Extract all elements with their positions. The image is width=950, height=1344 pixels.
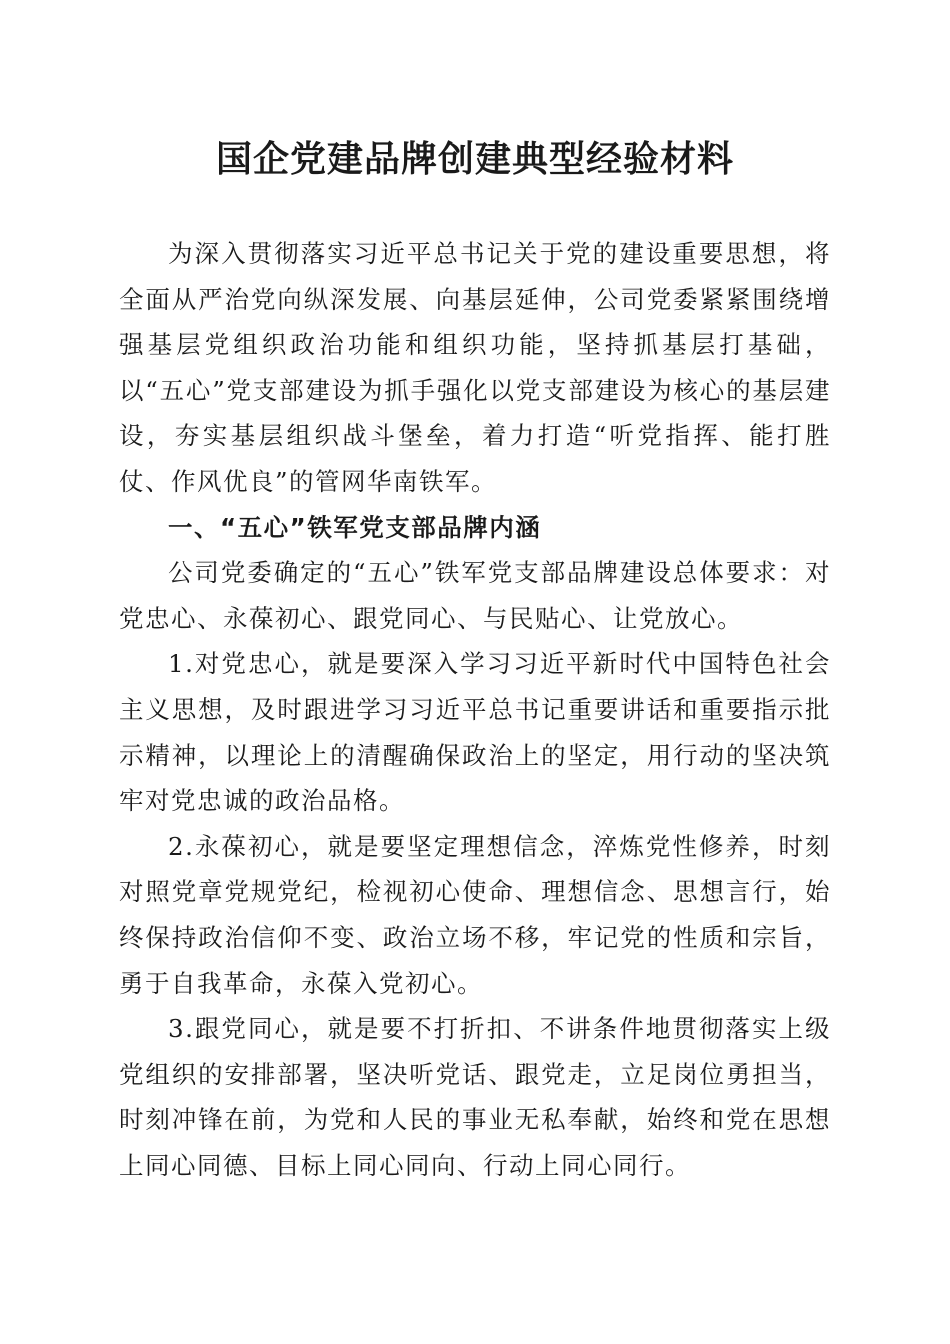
intro-paragraph: 为深入贯彻落实习近平总书记关于党的建设重要思想，将全面从严治党向纵深发展、向基层延伸，公司党委紧紧围绕增强基层党组织政治功能和组织功能，坚持抓基层打基础，以“五心”党支部建设为抓手强化以党支部建设为核心的基层建设，夯实基层组织战斗堡垒，着力打造“听党指挥、能打胜仗、作风优良”的管网华南铁军。 bbox=[119, 239, 831, 496]
requirements-paragraph: 公司党委确定的“五心”铁军党支部品牌建设总体要求：对党忠心、永葆初心、跟党同心、与民贴心、让党放心。 bbox=[119, 558, 831, 633]
document-body bbox=[119, 231, 831, 1188]
document-title: 国企党建品牌创建典型经验材料 bbox=[215, 139, 734, 180]
section-heading: 一、“五心”铁军党支部品牌内涵 bbox=[168, 512, 542, 542]
item-paragraph-3: 3.跟党同心，就是要不打折扣、不讲条件地贯彻落实上级党组织的安排部署，坚决听党话、跟党走，立足岗位勇担当，时刻冲锋在前，为党和人民的事业无私奉献，始终和党在思想上同心同德、目标上同心同向、行动上同心同行。 bbox=[119, 1014, 831, 1180]
item-paragraph-1: 1.对党忠心，就是要深入学习习近平新时代中国特色社会主义思想，及时跟进学习习近平总书记重要讲话和重要指示批示精神，以理论上的清醒确保政治上的坚定，用行动的坚决筑牢对党忠诚的政治品格。 bbox=[119, 649, 831, 816]
item-paragraph-2: 2.永葆初心，就是要坚定理想信念，淬炼党性修养，时刻对照党章党规党纪，检视初心使命、理想信念、思想言行，始终保持政治信仰不变、政治立场不移，牢记党的性质和宗旨，勇于自我革命，永葆入党初心。 bbox=[119, 831, 831, 998]
